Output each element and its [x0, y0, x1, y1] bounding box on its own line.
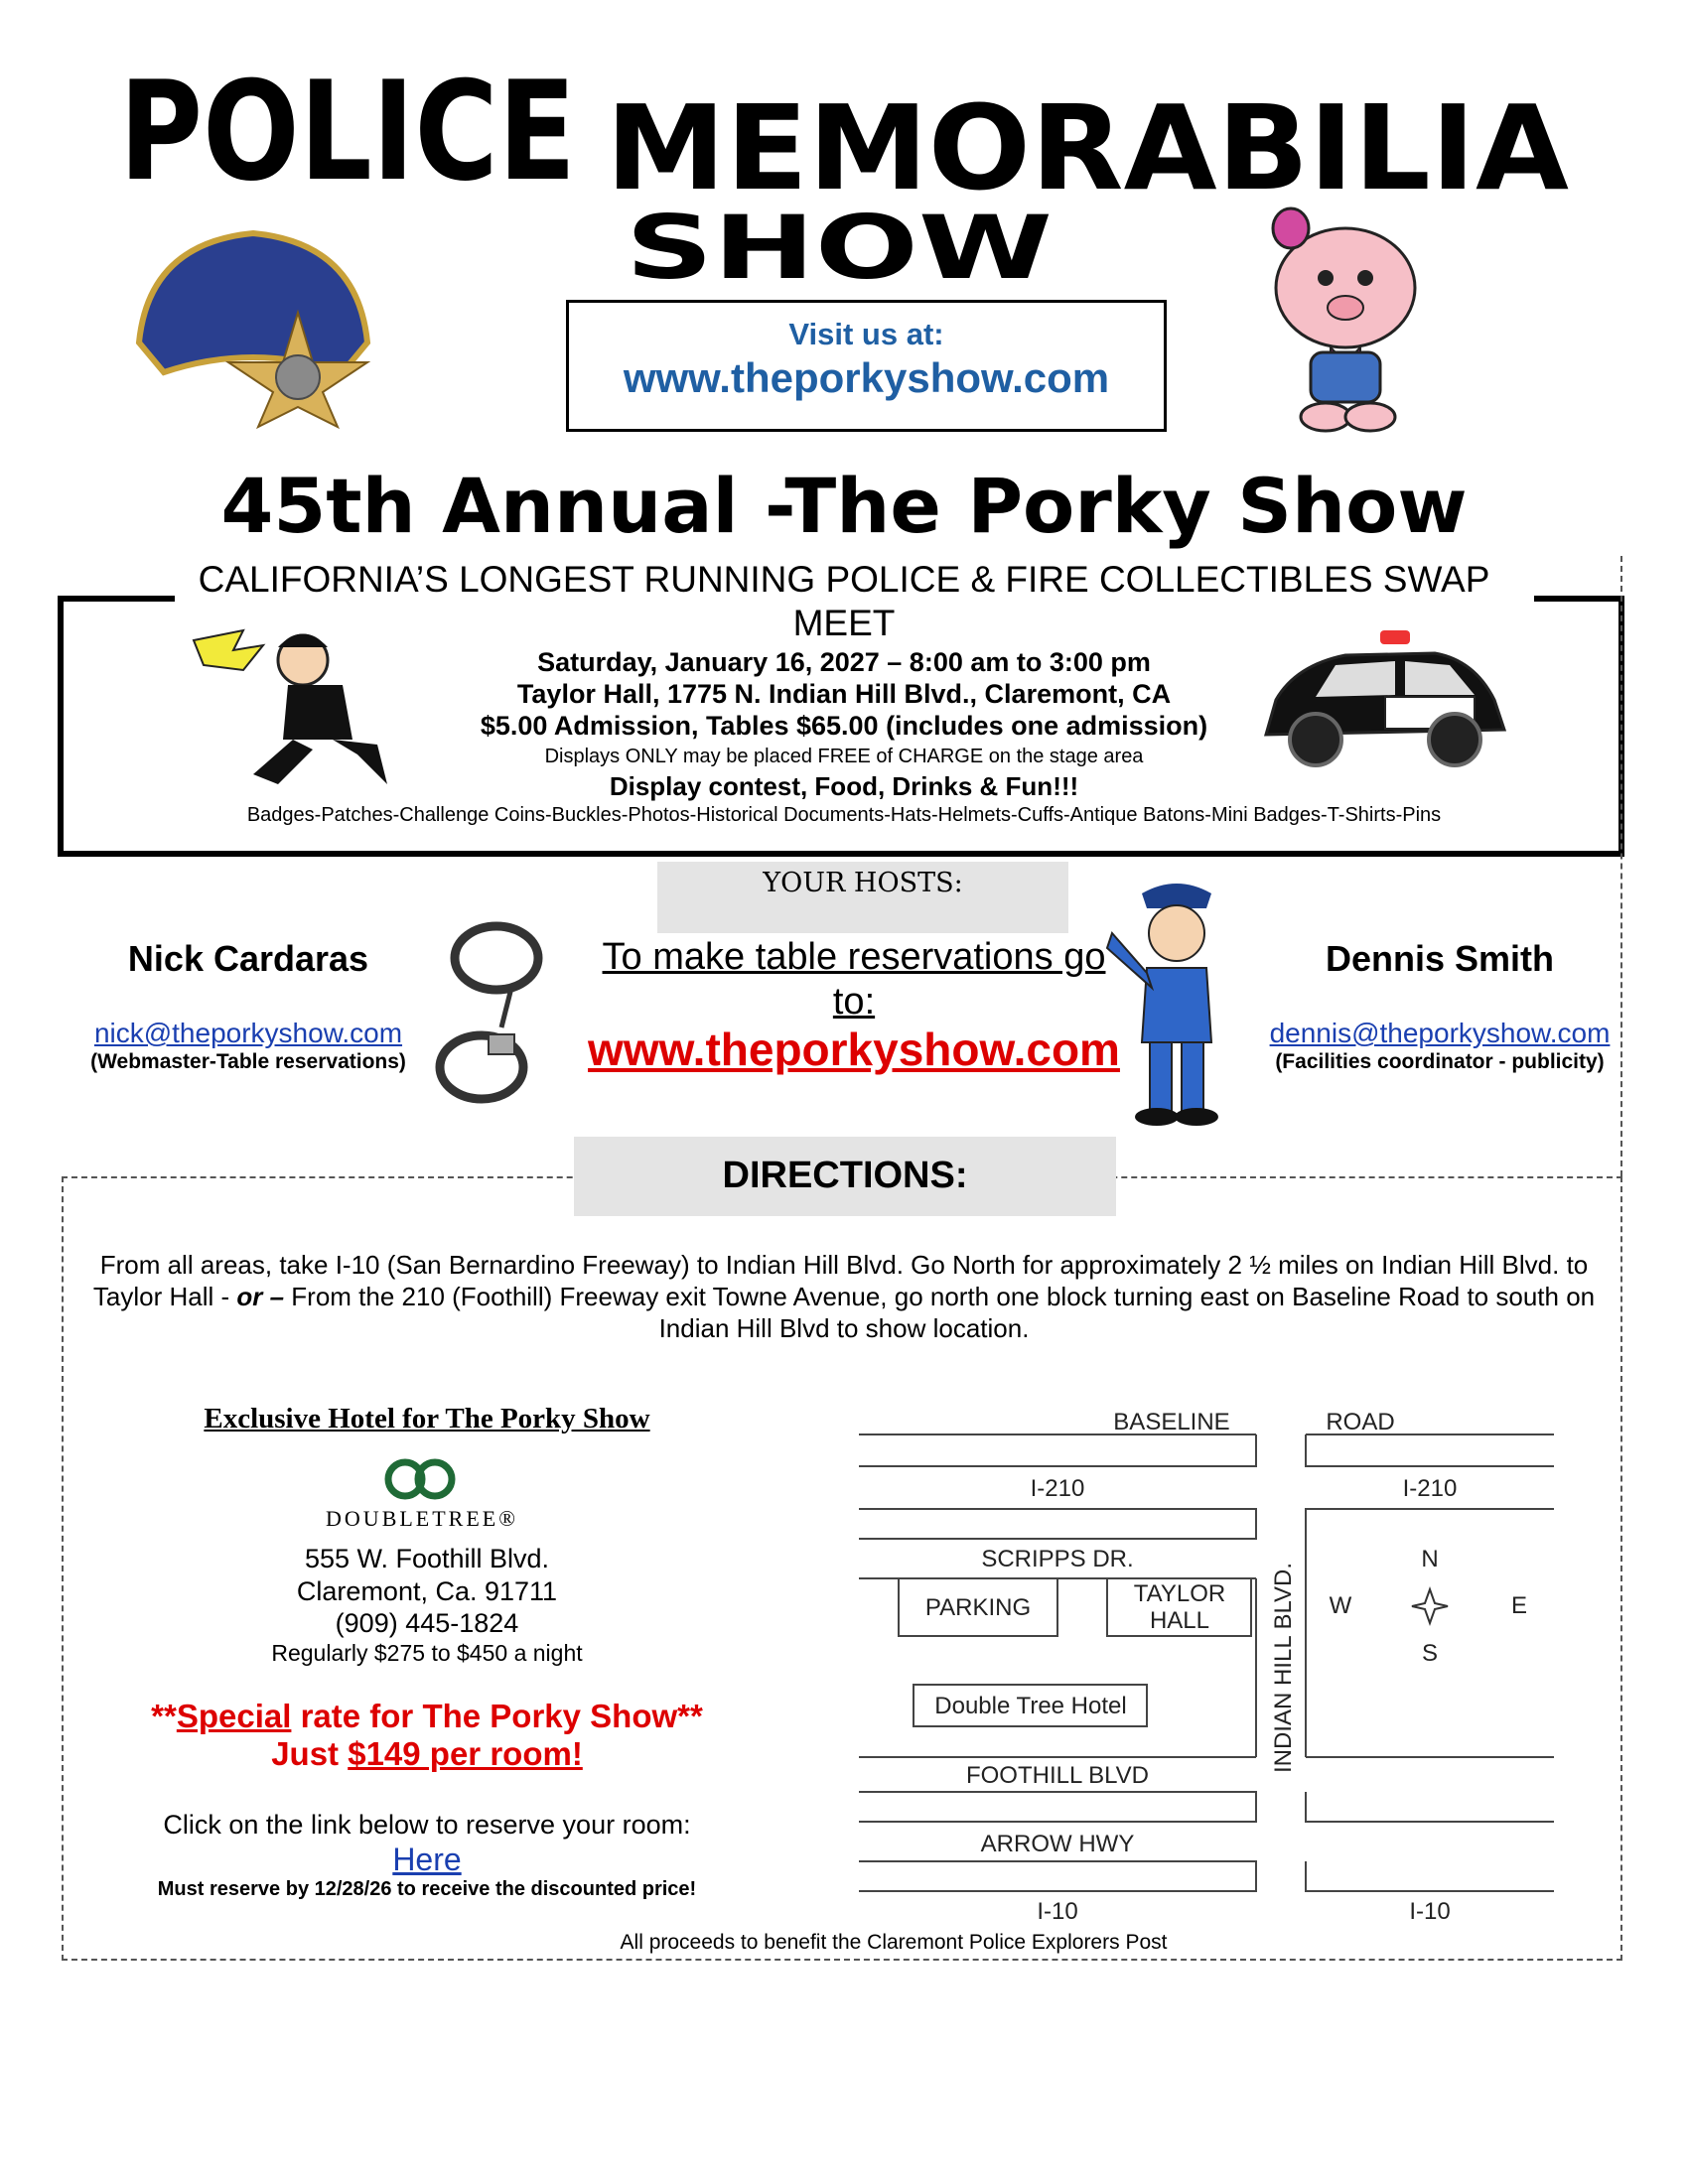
directions-text	[89, 1249, 1599, 1344]
reservation-url-link[interactable]: www.theporkyshow.com	[588, 1024, 1120, 1075]
price-value: $149 per room!	[348, 1735, 583, 1772]
visit-label: Visit us at:	[788, 317, 944, 351]
map-doubletree: Double Tree Hotel	[934, 1693, 1127, 1719]
event-venue: Taylor Hall, 1775 N. Indian Hill Blvd., Claremont, CA	[516, 679, 1172, 709]
hotel-deadline: Must reserve by 12/28/26 to receive the discounted price!	[157, 1878, 697, 1900]
host2-email-link[interactable]: dennis@theporkyshow.com	[1269, 1018, 1611, 1048]
hotel-phone: (909) 445-1824	[335, 1608, 519, 1638]
hosts-label: YOUR HOSTS:	[763, 868, 963, 898]
map-taylor-hall-2: HALL	[1149, 1607, 1210, 1634]
price-prefix: Just	[271, 1735, 349, 1772]
handcuffs-icon	[427, 913, 566, 1112]
visit-url-link[interactable]: www.theporkyshow.com	[623, 354, 1110, 401]
map-indian-hill: INDIAN HILL BLVD.	[1270, 1562, 1297, 1774]
hosts-band	[657, 862, 1068, 933]
map-compass-w: W	[1329, 1592, 1352, 1619]
map-baseline: BASELINE	[1113, 1409, 1230, 1435]
title-word-memorabilia: MEMORABILIA	[606, 79, 1569, 208]
host1-role: (Webmaster-Table reservations)	[90, 1050, 406, 1073]
display-contest: Display contest, Food, Drinks & Fun!!!	[609, 771, 1079, 801]
police-badge-icon	[129, 223, 377, 432]
special-word: Special	[176, 1698, 292, 1734]
hotel-reserve-link[interactable]: Here	[392, 1842, 462, 1877]
directions-label: DIRECTIONS:	[722, 1155, 968, 1196]
hotel-regular-rate: Regularly $275 to $450 a night	[271, 1640, 583, 1666]
map-compass-n: N	[1421, 1546, 1439, 1572]
map-compass-s: S	[1421, 1640, 1439, 1667]
host1-email-link[interactable]: nick@theporkyshow.com	[93, 1018, 403, 1048]
map-parking: PARKING	[924, 1594, 1032, 1621]
event-pricing: $5.00 Admission, Tables $65.00 (includes one admission)	[480, 711, 1208, 741]
hotel-address-line2: Claremont, Ca. 91711	[296, 1576, 558, 1606]
show-title-line2	[626, 199, 1053, 288]
map-scripps: SCRIPPS DR.	[981, 1546, 1134, 1572]
special-suffix: rate for The Porky Show**	[291, 1698, 703, 1734]
hotel-address-line1: 555 W. Foothill Blvd.	[304, 1544, 550, 1573]
directions-text-part1: From all areas, take I-10 (San Bernardino Freeway) to Indian Hill Blvd. Go North for approximately 2 ½ miles on Indian Hill Blvd. to Taylor Hall -	[92, 1250, 1589, 1311]
map-i210-left: I-210	[1030, 1475, 1085, 1502]
saluting-policeman-icon	[1102, 874, 1251, 1132]
hotel-special-rate	[119, 1698, 735, 1735]
map-i10-left: I-10	[1037, 1898, 1078, 1921]
compass-icon	[1412, 1589, 1448, 1623]
doubletree-logo-icon	[377, 1454, 463, 1504]
proceeds-note: All proceeds to benefit the Claremont Police Explorers Post	[620, 1931, 1168, 1954]
special-prefix: **	[151, 1698, 177, 1734]
title-word-show: SHOW	[626, 199, 1053, 288]
porky-pig-icon	[1251, 204, 1440, 437]
hotel-special-price	[119, 1735, 735, 1773]
title-word-police: POLICE	[119, 52, 576, 208]
collectible-items: Badges-Patches-Challenge Coins-Buckles-Photos-Historical Documents-Hats-Helmets-Cuffs-Antique Batons-Mini Badges-T-Shirts-Pins	[246, 804, 1442, 826]
host2-role: (Facilities coordinator - publicity)	[1275, 1050, 1605, 1073]
show-title	[119, 30, 1569, 208]
dashed-divider	[1620, 556, 1622, 1176]
map-taylor-hall-1: TAYLOR	[1133, 1580, 1226, 1607]
event-subtitle: CALIFORNIA’S LONGEST RUNNING POLICE & FIRE COLLECTIBLES SWAP MEET	[198, 559, 1490, 643]
hotel-click-instruction: Click on the link below to reserve your room:	[163, 1810, 691, 1840]
map-compass-e: E	[1510, 1592, 1528, 1619]
event-date-time: Saturday, January 16, 2027 – 8:00 am to 3:00 pm	[537, 647, 1151, 677]
location-map	[854, 1405, 1559, 1921]
reservation-instructions: To make table reservations go to:	[602, 936, 1106, 1023]
directions-text-part2: From the 210 (Foothill) Freeway exit Towne Avenue, go north one block turning east on Baseline Road to south on Indian Hill Blvd to show location.	[284, 1282, 1596, 1343]
directions-band	[574, 1137, 1116, 1216]
map-road: ROAD	[1326, 1409, 1395, 1435]
display-note: Displays ONLY may be placed FREE of CHARGE on the stage area	[544, 746, 1144, 767]
host2-name: Dennis Smith	[1325, 938, 1555, 979]
map-foothill: FOOTHILL BLVD	[965, 1762, 1150, 1789]
visit-us-box	[566, 300, 1167, 432]
map-arrow: ARROW HWY	[980, 1831, 1135, 1857]
map-i10-right: I-10	[1409, 1898, 1451, 1921]
host1-name: Nick Cardaras	[127, 938, 369, 979]
map-i210-right: I-210	[1402, 1475, 1458, 1502]
hotel-heading: Exclusive Hotel for The Porky Show	[204, 1403, 650, 1434]
doubletree-brand: DOUBLETREE®	[326, 1506, 518, 1531]
annual-title: 45th Annual -The Porky Show	[220, 462, 1468, 550]
directions-or: or –	[236, 1282, 285, 1311]
